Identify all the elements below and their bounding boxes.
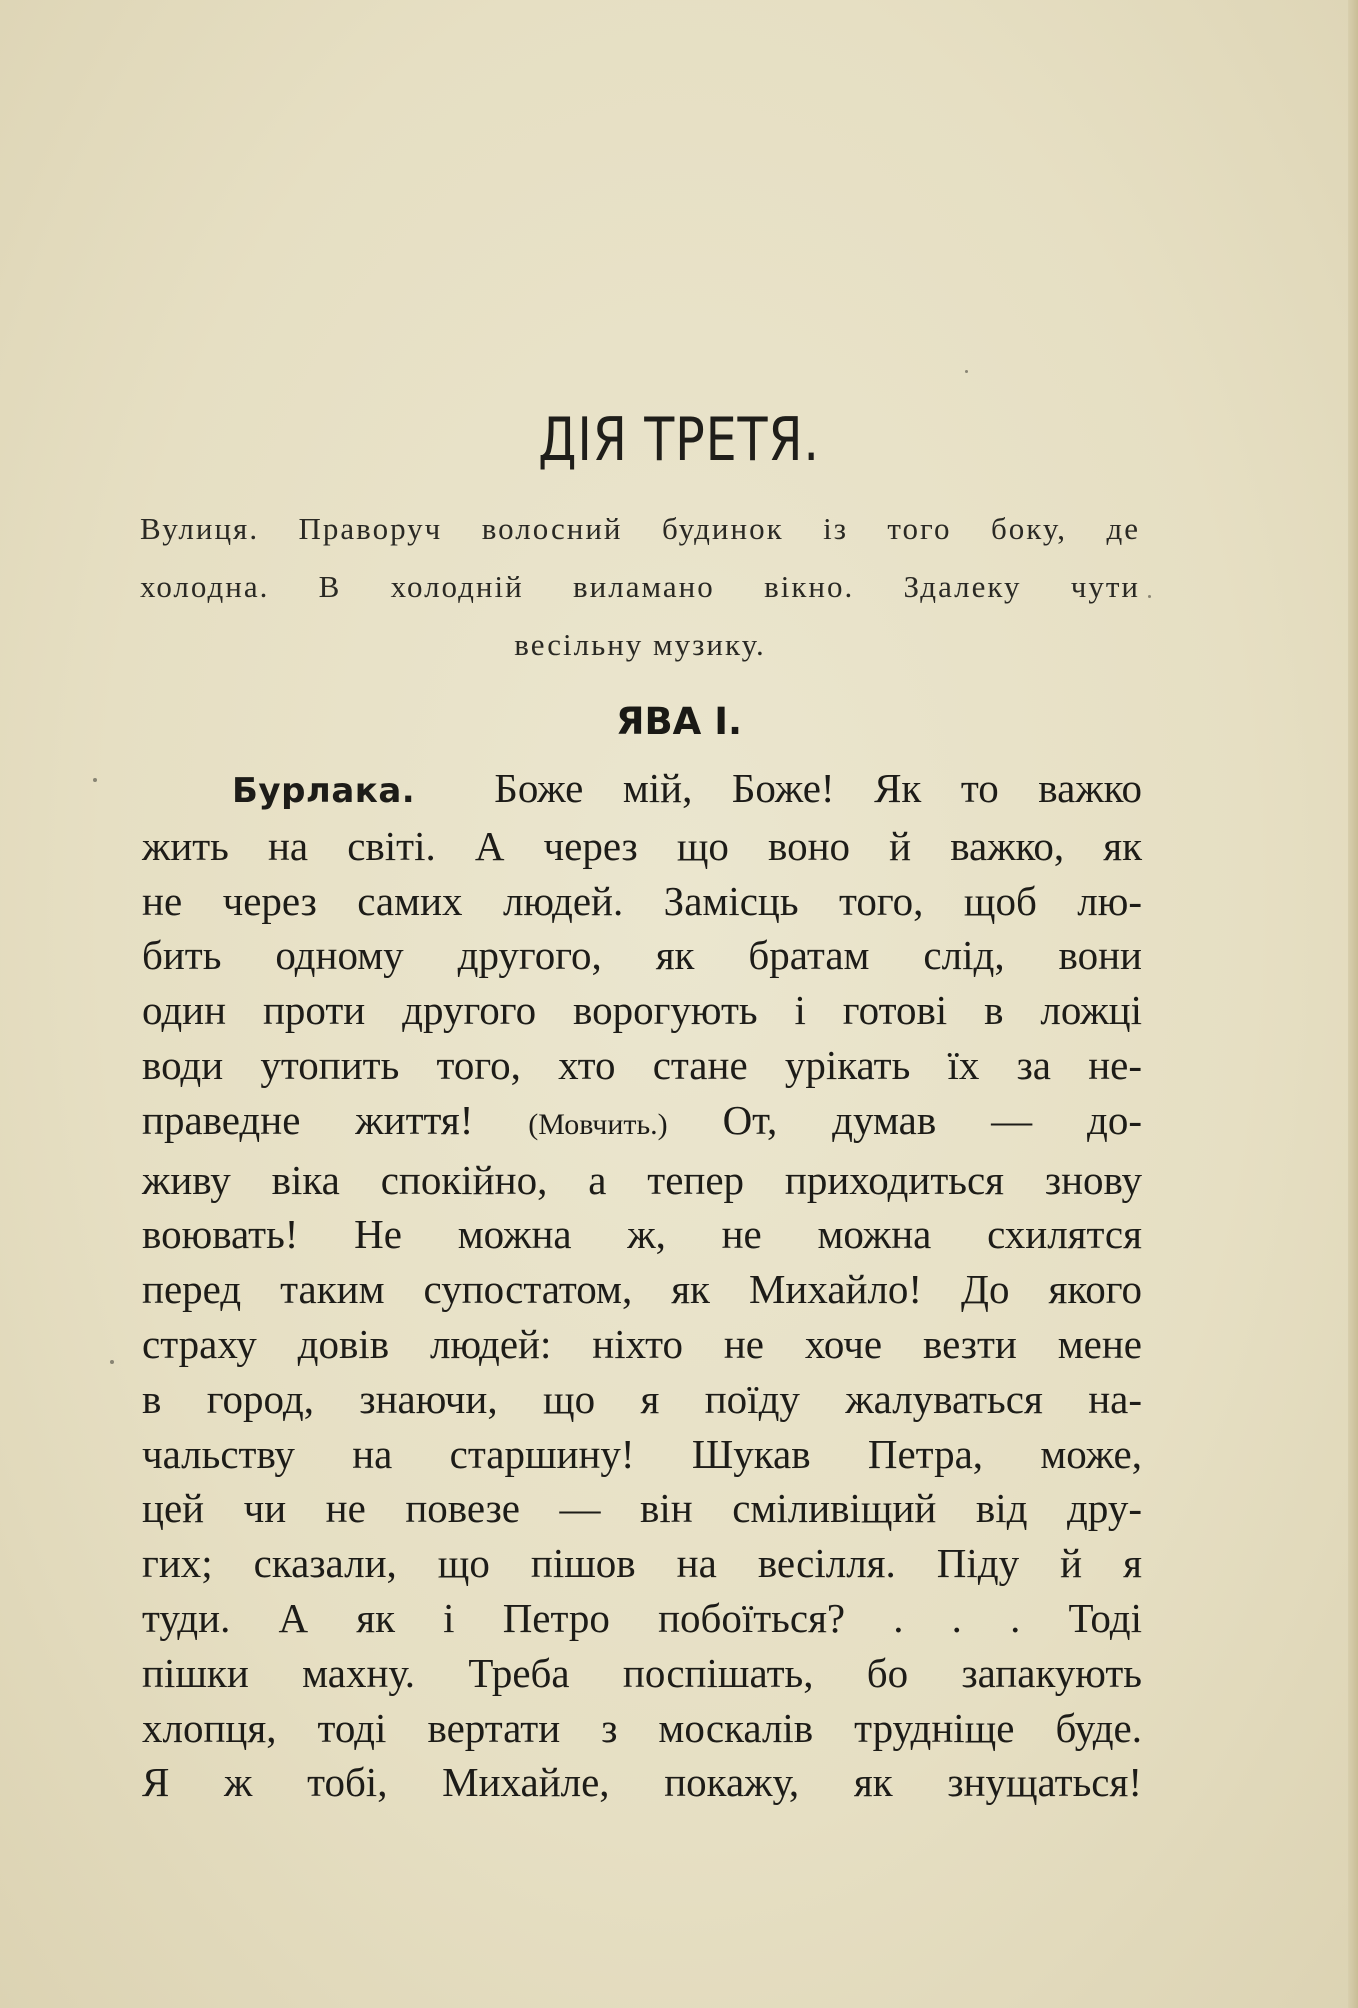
speech-line: пішки махну. Треба поспішать, бо запакують <box>142 1649 1142 1696</box>
speech-line <box>142 761 1142 819</box>
speech-line: один проти другого ворогують і готові в ложці <box>142 987 1142 1034</box>
speech-line: перед таким супостатом, як Михайло! До якого <box>142 1266 1142 1313</box>
stage-direction-line: холодна. В холодній виламано вікно. Здалеку чути <box>140 569 1140 604</box>
speaker-name: Бурлака. <box>232 771 416 811</box>
speech-line: води утопить того, хто стане урікать їх за не- <box>142 1041 1142 1088</box>
speech-line: цей чи не повезе — він сміливіщий від дру- <box>142 1485 1142 1532</box>
speech-line: Я ж тобі, Михайле, покажу, як знущаться! <box>142 1759 1142 1806</box>
stage-direction-line: Вулиця. Праворуч волосний будинок із того боку, де <box>140 511 1140 546</box>
ink-speck <box>93 778 97 782</box>
page-edge <box>1348 0 1358 2008</box>
act-title: ДІЯ ТРЕТЯ. <box>538 405 820 475</box>
speech-text: праведне життя! <box>142 1096 474 1143</box>
speech-line: хлопця, тоді вертати з москалів трудніще буде. <box>142 1704 1142 1751</box>
speech-line: гих; сказали, що пішов на весілля. Піду й я <box>142 1540 1142 1587</box>
ink-speck <box>1148 595 1151 598</box>
speech-line: чальству на старшину! Шукав Петра, може, <box>142 1430 1142 1477</box>
speech-line: жить на світі. А через що воно й важко, як <box>142 822 1142 869</box>
speech-line: бить одному другого, як братам слід, вони <box>142 932 1142 979</box>
ink-speck <box>965 370 968 373</box>
speech-line: воювать! Не можна ж, не можна схилятся <box>142 1211 1142 1258</box>
speech-paragraph <box>142 761 1142 1810</box>
speech-text: Боже мій, Боже! Як то важко <box>494 765 1142 811</box>
speech-line: не через самих людей. Замісць того, щоб лю- <box>142 877 1142 924</box>
speech-line <box>142 1093 1142 1153</box>
stage-direction <box>140 500 1140 674</box>
speech-line: туди. А як і Петро побоїться? . . . Тоді <box>142 1594 1142 1641</box>
speech-line: живу віка спокійно, а тепер приходиться знову <box>142 1156 1142 1203</box>
stage-direction-line: весільну музику. <box>514 627 766 662</box>
stage-remark: (Мовчить.) <box>528 1107 668 1141</box>
ink-speck <box>110 1360 114 1364</box>
speech-text: От, думав — до- <box>722 1096 1143 1143</box>
speech-line: страху довів людей: ніхто не хоче везти мене <box>142 1320 1142 1367</box>
speech-line: в город, знаючи, що я поїду жалуваться на- <box>142 1375 1142 1422</box>
scene-title: ЯВА I. <box>615 700 743 743</box>
